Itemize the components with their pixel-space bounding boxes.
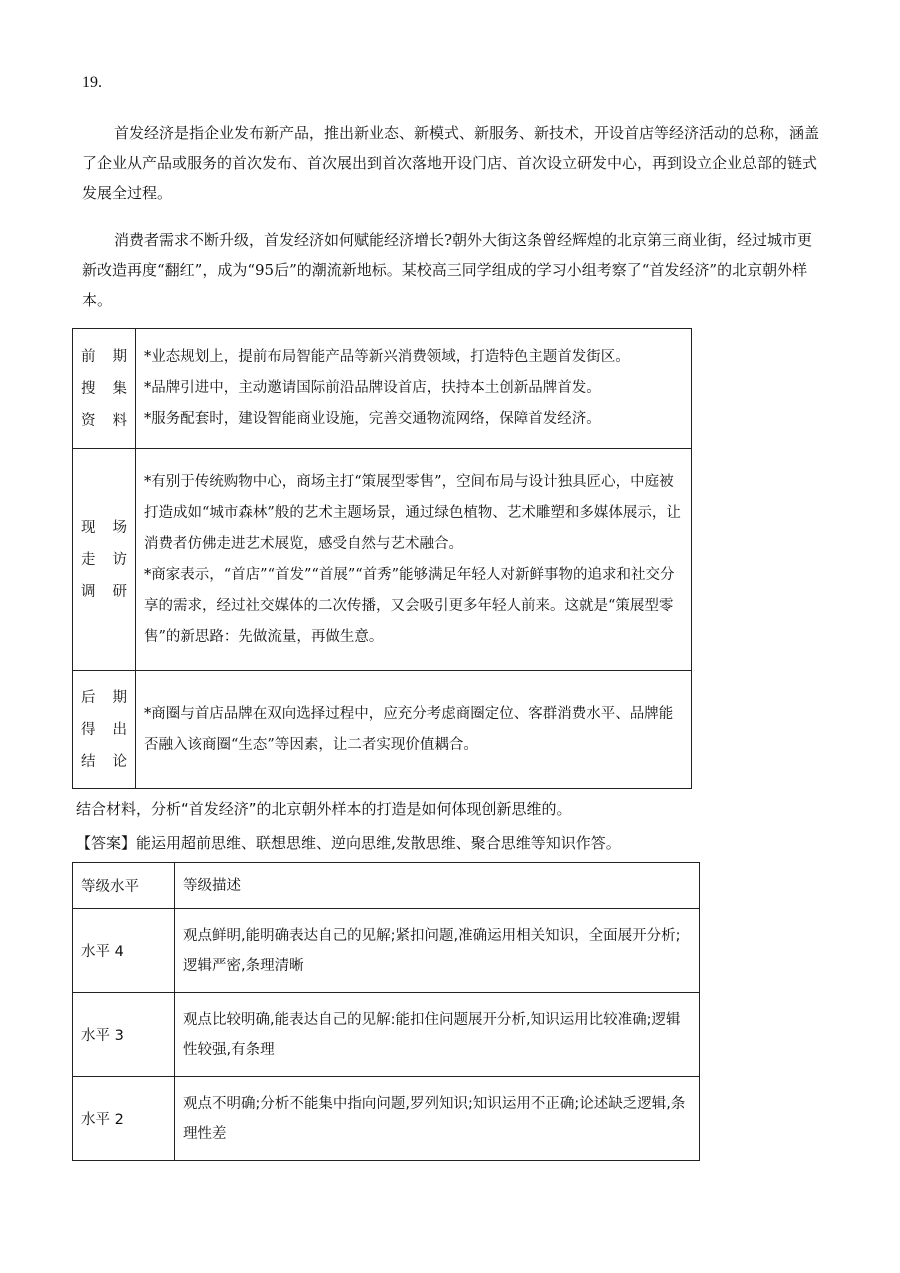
survey-row-content bbox=[136, 329, 692, 449]
label-line: 前 期 bbox=[81, 348, 127, 365]
survey-item: *服务配套时，建设智能商业设施，完善交通物流网络，保障首发经济。 bbox=[144, 411, 601, 427]
survey-item: *业态规划上，提前布局智能产品等新兴消费领域，打造特色主题首发街区。 bbox=[144, 349, 630, 365]
grading-row bbox=[73, 909, 700, 993]
survey-row-content bbox=[136, 449, 692, 671]
label-line: 资料 bbox=[81, 412, 127, 429]
survey-item: *商家表示，“首店”“首发”“首展”“首秀”能够满足年轻人对新鲜事物的追求和社交分享的需求，经过社交媒体的二次传播，又会吸引更多年轻人前来。这就是“策展型零售”的新思路：先做流量，再做生意。 bbox=[144, 566, 675, 645]
grading-table bbox=[72, 862, 700, 1161]
intro-paragraph: 首发经济是指企业发布新产品，推出新业态、新模式、新服务、新技术，开设首店等经济活动的总称，涵盖了企业从产品或服务的首次发布、首次展出到首次落地开设门店、首次设立研发中心，再到设立企业总部的链式发展全过程。 bbox=[82, 124, 820, 202]
survey-item: *品牌引进中，主动邀请国际前沿品牌设首店，扶持本土创新品牌首发。 bbox=[144, 380, 601, 396]
survey-item: *有别于传统购物中心，商场主打“策展型零售”，空间布局与设计独具匠心，中庭被打造成如“城市森林”般的艺术主题场景，通过绿色植物、艺术雕塑和多媒体展示，让消费者仿佛走进艺术展览，感受自然与艺术融合。 bbox=[144, 473, 681, 552]
question-number: 19. bbox=[82, 74, 102, 91]
survey-row-label bbox=[73, 329, 136, 449]
grading-level: 水平 3 bbox=[73, 993, 175, 1077]
label-line: 现 场 bbox=[81, 519, 127, 536]
survey-row-content bbox=[136, 671, 692, 789]
survey-table bbox=[72, 328, 692, 789]
label-line: 结论 bbox=[81, 753, 127, 770]
grading-description: 观点比较明确,能表达自己的见解:能扣住问题展开分析,知识运用比较准确;逻辑性较强,有条理 bbox=[175, 993, 700, 1077]
question-text: 结合材料，分析“首发经济”的北京朝外样本的打造是如何体现创新思维的。 bbox=[76, 800, 572, 818]
survey-item: *商圈与首店品牌在双向选择过程中，应充分考虑商圈定位、客群消费水平、品牌能否融入该商圈“生态”等因素，让二者实现价值耦合。 bbox=[144, 705, 674, 753]
label-line: 后 期 bbox=[81, 689, 127, 706]
grading-header-row bbox=[73, 863, 700, 909]
survey-row-conclusion bbox=[73, 671, 692, 789]
survey-row-label bbox=[73, 449, 136, 671]
survey-row-preliminary bbox=[73, 329, 692, 449]
survey-row-field-visit bbox=[73, 449, 692, 671]
label-line: 走 访 bbox=[81, 551, 127, 568]
label-line: 搜 集 bbox=[81, 380, 127, 397]
label-line: 得 出 bbox=[81, 721, 127, 738]
grading-level: 水平 2 bbox=[73, 1077, 175, 1161]
grading-row bbox=[73, 1077, 700, 1161]
answer-text: 【答案】能运用超前思维、联想思维、逆向思维,发散思维、聚合思维等知识作答。 bbox=[76, 834, 621, 852]
context-paragraph: 消费者需求不断升级，首发经济如何赋能经济增长?朝外大街这条曾经辉煌的北京第三商业街，经过城市更新改造再度“翻红”，成为“95后”的潮流新地标。某校高三同学组成的学习小组考察了“首发经济”的北京朝外样本。 bbox=[82, 231, 813, 309]
label-line: 调研 bbox=[81, 583, 127, 600]
grading-description: 观点鲜明,能明确表达自己的见解;紧扣问题,准确运用相关知识，全面展开分析;逻辑严密,条理清晰 bbox=[175, 909, 700, 993]
grading-header-description: 等级描述 bbox=[175, 863, 700, 909]
survey-row-label bbox=[73, 671, 136, 789]
grading-level: 水平 4 bbox=[73, 909, 175, 993]
grading-header-level: 等级水平 bbox=[73, 863, 175, 909]
grading-row bbox=[73, 993, 700, 1077]
grading-description: 观点不明确;分析不能集中指向问题,罗列知识;知识运用不正确;论述缺乏逻辑,条理性差 bbox=[175, 1077, 700, 1161]
